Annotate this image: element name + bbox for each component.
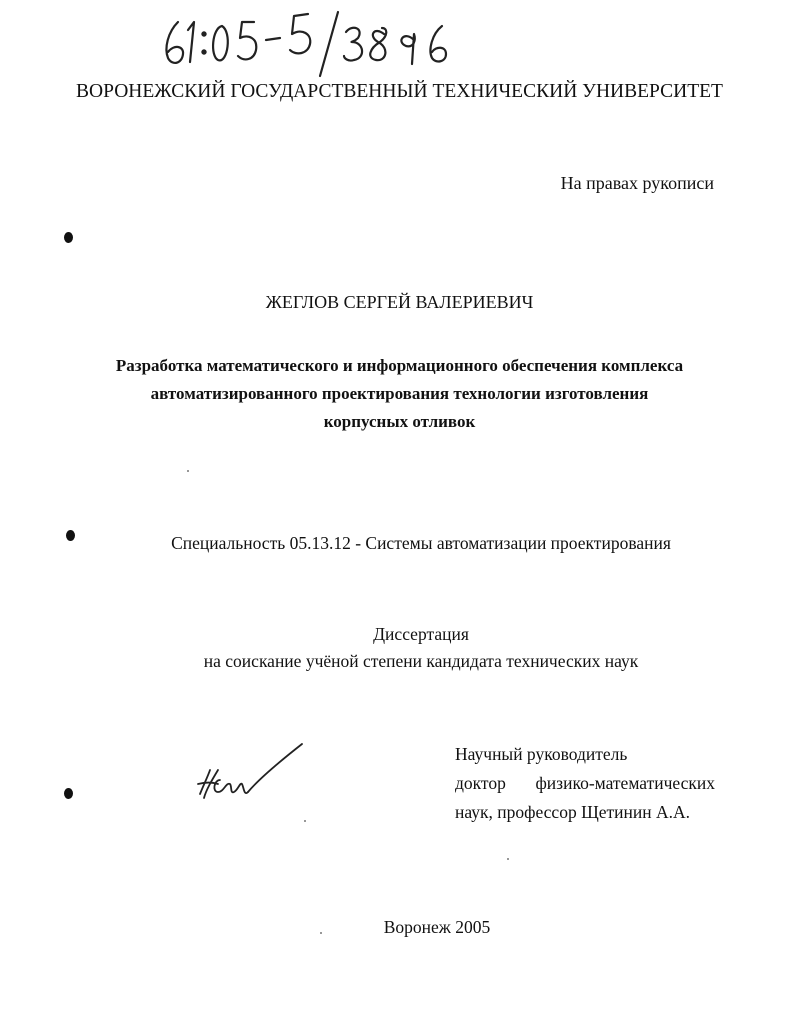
scan-mark <box>64 232 73 243</box>
degree-line: на соискание учёной степени кандидата технических наук <box>203 651 639 671</box>
title-line-3: корпусных отливок <box>323 412 476 431</box>
city-year: Воронеж 2005 <box>383 917 491 937</box>
rights-note: На правах рукописи <box>560 173 714 193</box>
signature-drawing <box>196 740 311 810</box>
handwritten-archive-number <box>162 8 462 78</box>
supervisor-block <box>455 740 715 827</box>
supervisor-name-line: наук, профессор Щетинин А.А. <box>455 802 690 822</box>
supervisor-degree-word-1: доктор <box>455 773 506 793</box>
supervisor-role: Научный руководитель <box>455 744 628 764</box>
scan-speck <box>187 470 189 472</box>
scan-speck <box>320 932 322 934</box>
university-name: ВОРОНЕЖСКИЙ ГОСУДАРСТВЕННЫЙ ТЕХНИЧЕСКИЙ УНИВЕРСИТЕТ <box>76 81 723 102</box>
dissertation-block <box>0 621 799 675</box>
scan-mark <box>64 788 73 799</box>
scan-mark <box>66 530 75 541</box>
archive-number-text <box>162 8 480 54</box>
scan-speck <box>507 858 509 860</box>
supervisor-degree-line <box>455 769 715 798</box>
title-line-1: Разработка математического и информационного обеспечения комплекса <box>115 356 684 375</box>
author-name: ЖЕГЛОВ СЕРГЕЙ ВАЛЕРИЕВИЧ <box>265 292 534 312</box>
specialty-line: Специальность 05.13.12 - Системы автоматизации проектирования <box>171 533 671 553</box>
dissertation-title <box>0 352 799 436</box>
dissertation-label: Диссертация <box>373 624 469 644</box>
scan-speck <box>304 820 306 822</box>
title-line-2: автоматизированного проектирования технологии изготовления <box>150 384 649 403</box>
supervisor-degree-word-2: физико-математических <box>535 773 715 793</box>
author-signature <box>196 740 311 810</box>
